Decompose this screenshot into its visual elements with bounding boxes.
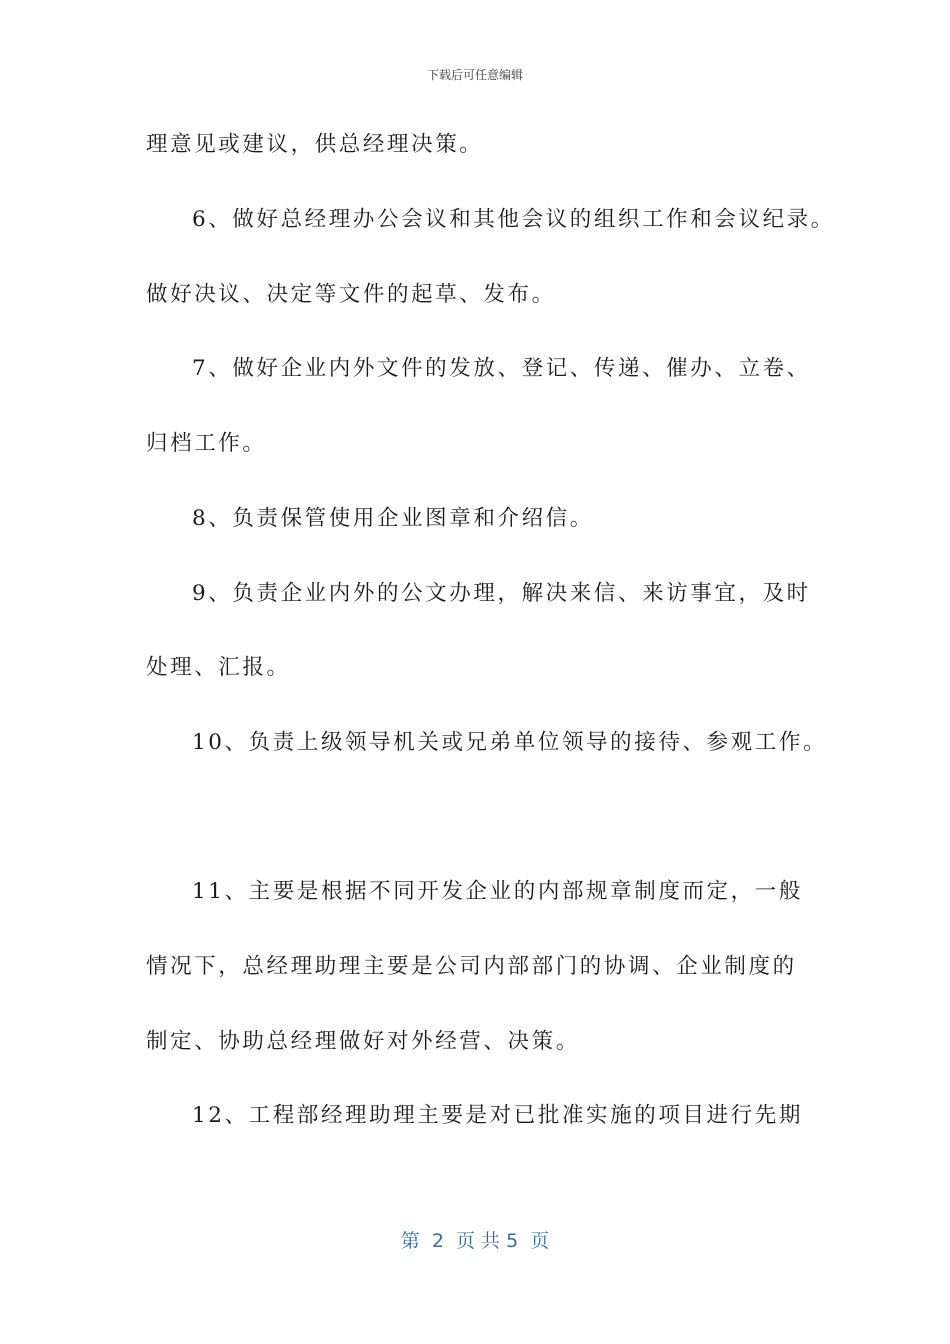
paragraph-line: 情况下，总经理助理主要是公司内部部门的协调、企业制度的	[146, 954, 797, 979]
paragraph-line: 8、负责保管使用企业图章和介绍信。	[192, 506, 594, 531]
paragraph-line: 理意见或建议，供总经理决策。	[146, 132, 484, 157]
paragraph-line: 归档工作。	[146, 431, 267, 456]
paragraph-line: 7、做好企业内外文件的发放、登记、传递、催办、立卷、	[192, 356, 811, 381]
paragraph-line: 9、负责企业内外的公文办理，解决来信、来访事宜，及时	[192, 581, 811, 606]
page-header: 下载后可任意编辑	[426, 68, 523, 82]
paragraph-line: 11、主要是根据不同开发企业的内部规章制度而定，一般	[192, 879, 803, 904]
paragraph-line: 10、负责上级领导机关或兄弟单位领导的接待、参观工作。	[192, 730, 828, 755]
paragraph-line: 6、做好总经理办公会议和其他会议的组织工作和会议纪录。	[192, 207, 835, 232]
paragraph-line: 处理、汇报。	[146, 655, 291, 680]
paragraph-line: 12、工程部经理助理主要是对已批准实施的项目进行先期	[192, 1103, 803, 1128]
paragraph-line: 做好决议、决定等文件的起草、发布。	[146, 282, 556, 307]
paragraph-line: 制定、协助总经理做好对外经营、决策。	[146, 1029, 580, 1054]
page-number-footer: 第 2 页 共 5 页	[400, 1230, 550, 1252]
